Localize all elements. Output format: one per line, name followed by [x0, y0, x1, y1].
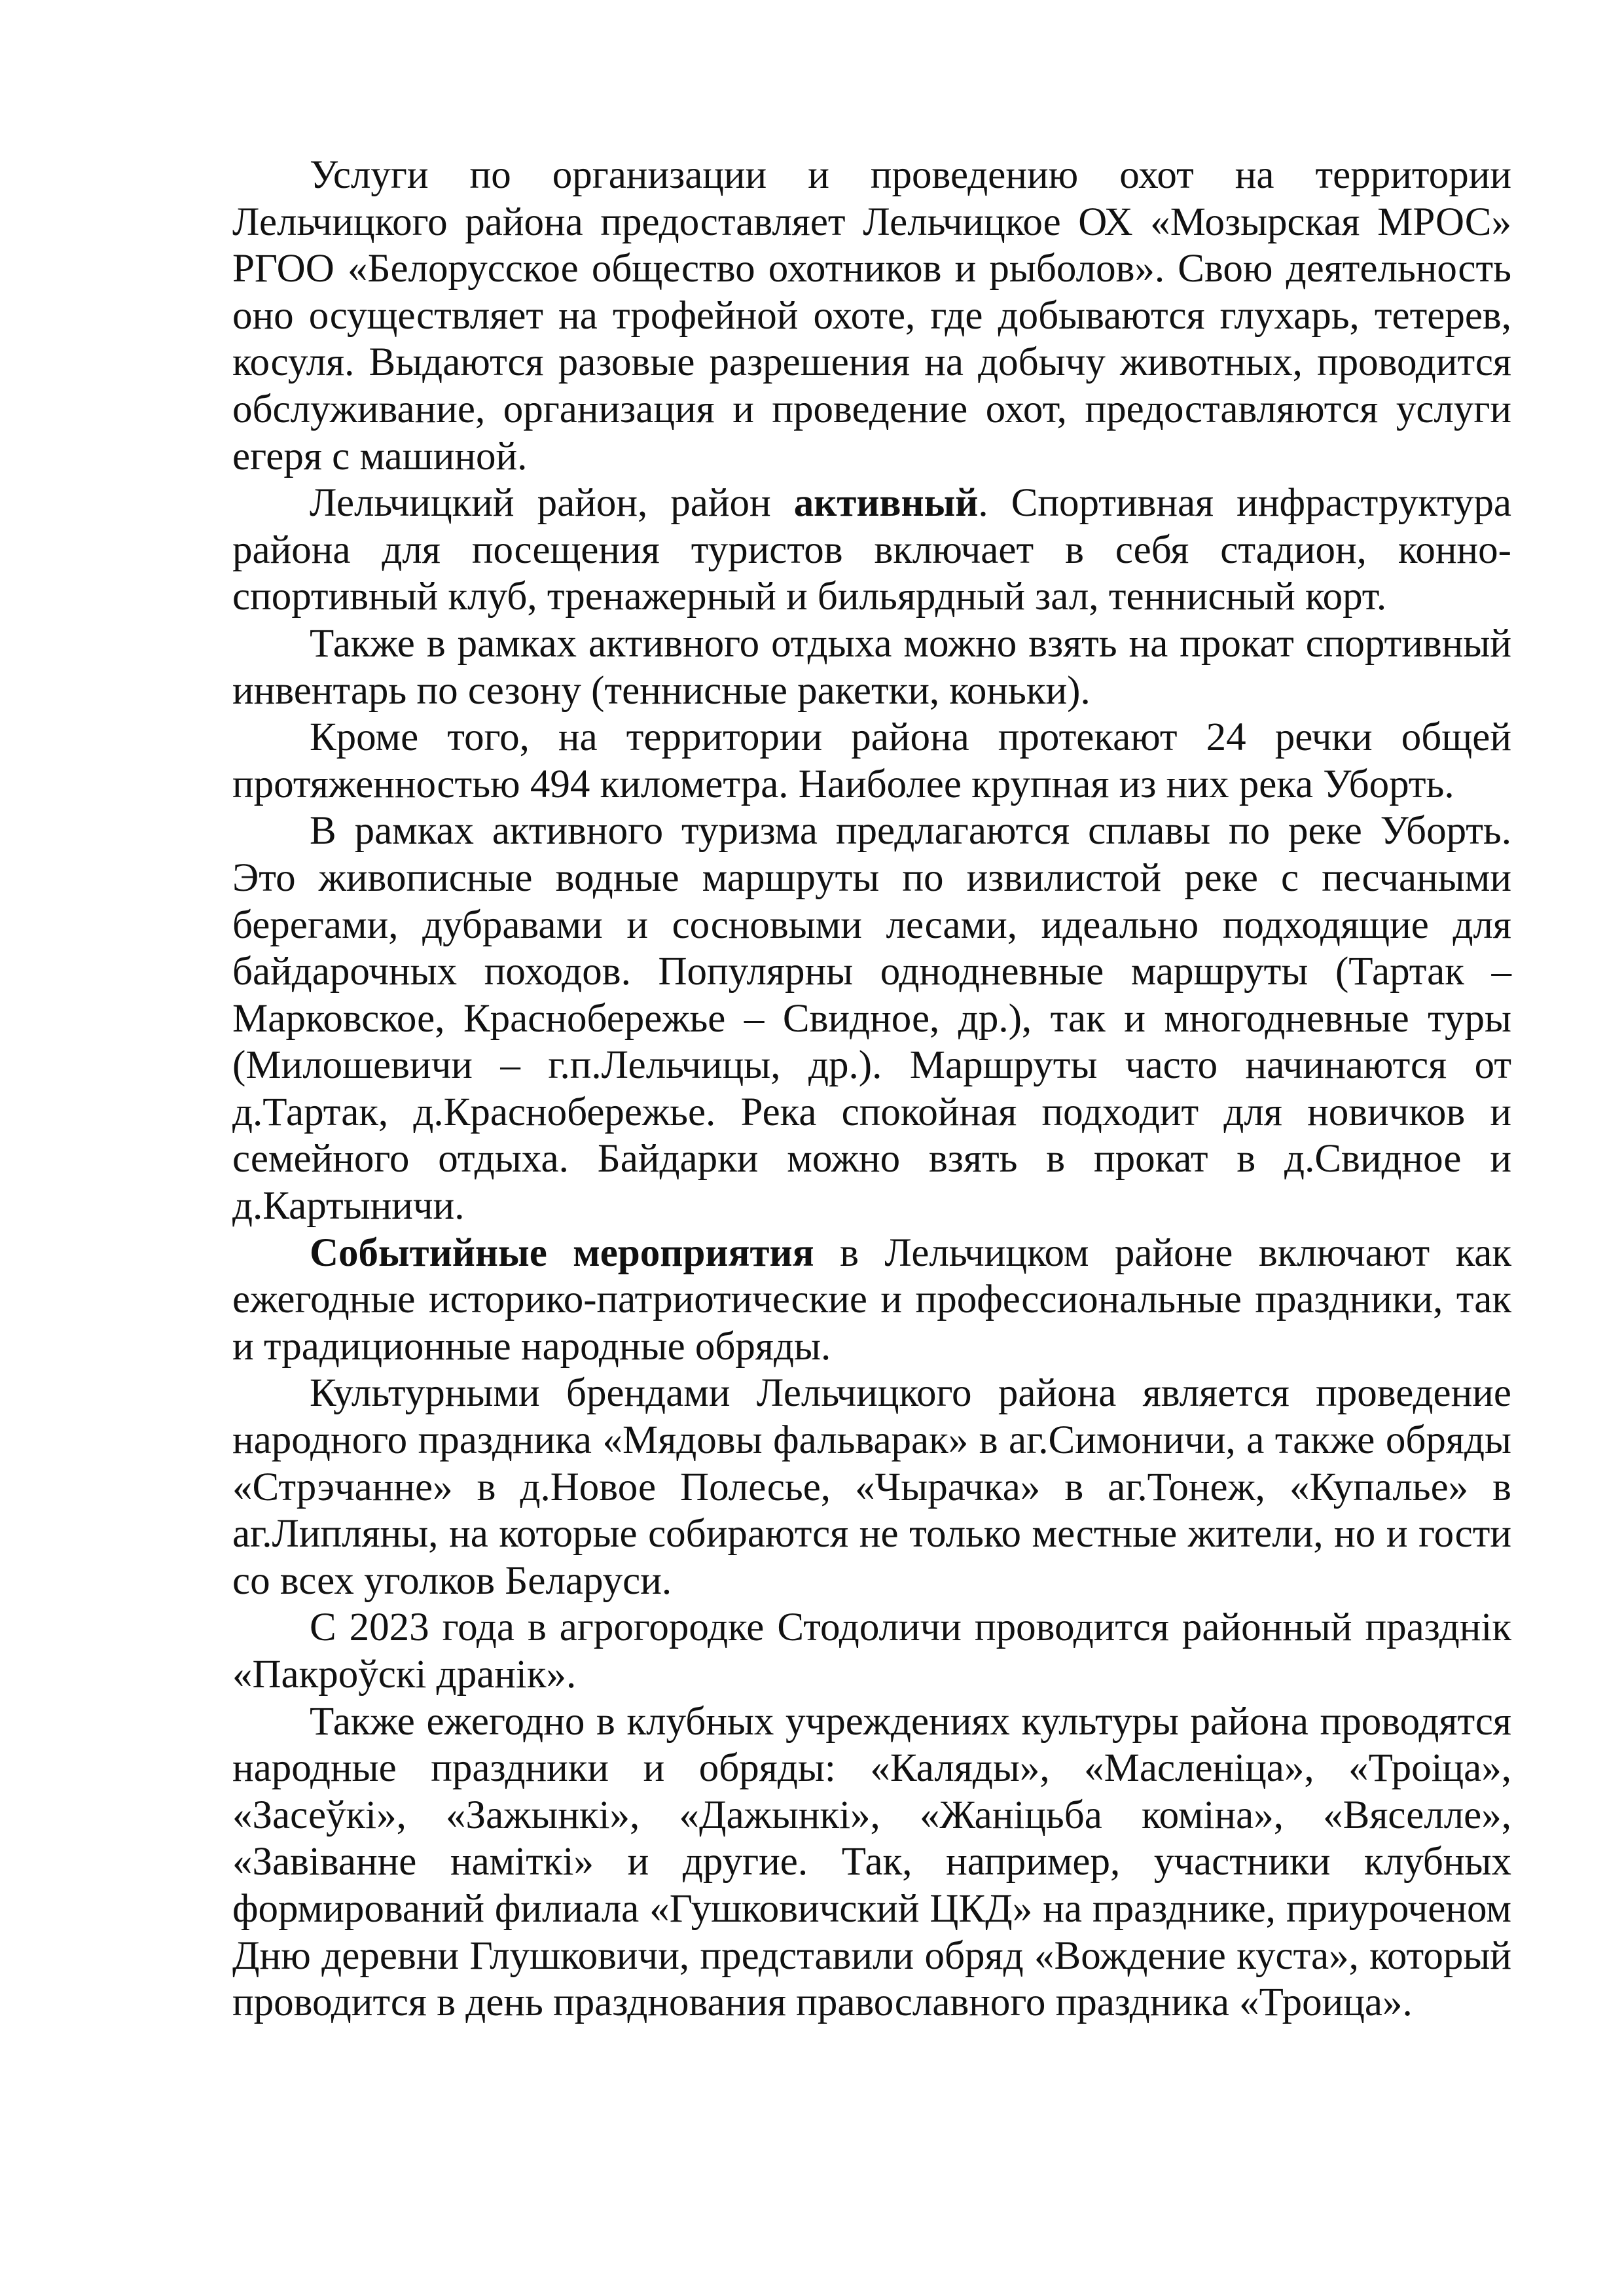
document-page	[232, 152, 1511, 2026]
paragraph-hunting	[232, 152, 1511, 480]
paragraph-events	[232, 1230, 1511, 1371]
paragraph-folk-holidays	[232, 1698, 1511, 2026]
paragraph-text: Культурными брендами Лельчицкого района является проведение народного праздника «Мядовы фальварак» в аг.Симоничи, а также обряды «Стрэчанне» в д.Новое Полесье, «Чырачка» в аг.Тонеж, «Купалье» в аг.Липляны, на которые собираются не только местные жители, но и гости со всех уголков Беларуси.	[232, 1371, 1511, 1603]
bold-term: Событийные мероприятия	[310, 1230, 814, 1275]
paragraph-text: Также ежегодно в клубных учреждениях культуры района проводятся народные праздники и обряды: «Каляды», «Масленіца», «Троіца», «Засеўкі», «Зажынкі», «Дажынкі», «Жаніцьба коміна», «Вяселле», «Завіванне наміткі» и другие. Так, например, участники клубных формирований филиала «Гушковичский ЦКД» на празднике, приуроченом Дню деревни Глушковичи, представили обряд «Вождение куста», который проводится в день празднования православного праздника «Троица».	[232, 1699, 1511, 2025]
paragraph-text: . Спортивная инфраструктура района для посещения туристов включает в себя стадион, конно-спортивный клуб, тренажерный и бильярдный зал, теннисный корт.	[232, 481, 1512, 619]
paragraph-text: Также в рамках активного отдыха можно взять на прокат спортивный инвентарь по сезону (теннисные ракетки, коньки).	[232, 621, 1511, 713]
paragraph-text: Лельчицкий район, район	[310, 481, 794, 526]
paragraph-rivers	[232, 714, 1511, 808]
paragraph-stodolichi-festival	[232, 1604, 1511, 1698]
paragraph-rafting	[232, 808, 1511, 1229]
paragraph-equipment-rental	[232, 620, 1511, 714]
paragraph-text: В рамках активного туризма предлагаются сплавы по реке Уборть. Это живописные водные маршруты по извилистой реке с песчаными берегами, дубравами и сосновыми лесами, идеально подходящие для байдарочных походов. Популярны однодневные маршруты (Тартак – Марковское, Краснобережье – Свидное, др.), так и многодневные туры (Милошевичи – г.п.Лельчицы, др.). Маршруты часто начинаются от д.Тартак, д.Краснобережье. Река спокойная подходит для новичков и семейного отдыха. Байдарки можно взять в прокат в д.Свидное и д.Картыничи.	[232, 809, 1511, 1229]
paragraph-cultural-brands	[232, 1370, 1511, 1604]
paragraph-text: Кроме того, на территории района протекают 24 речки общей протяженностью 494 километра. Наиболее крупная из них река Уборть.	[232, 715, 1511, 806]
paragraph-active-district	[232, 480, 1511, 620]
bold-term: активный	[793, 481, 979, 526]
paragraph-text: в Лельчицком районе включают как ежегодные историко-патриотические и профессиональные праздники, так и традиционные народные обряды.	[232, 1230, 1512, 1369]
paragraph-text: Услуги по организации и проведению охот на территории Лельчицкого района предоставляет Лельчицкое ОХ «Мозырская МРОС» РГОО «Белорусское общество охотников и рыболов». Свою деятельность оно осуществляет на трофейной охоте, где добываются глухарь, тетерев, косуля. Выдаются разовые разрешения на добычу животных, проводится обслуживание, организация и проведение охот, предоставляются услуги егеря с машиной.	[232, 153, 1511, 478]
paragraph-text: С 2023 года в агрогородке Стодоличи проводится районный празднік «Пакроўскі дранік».	[232, 1605, 1511, 1696]
